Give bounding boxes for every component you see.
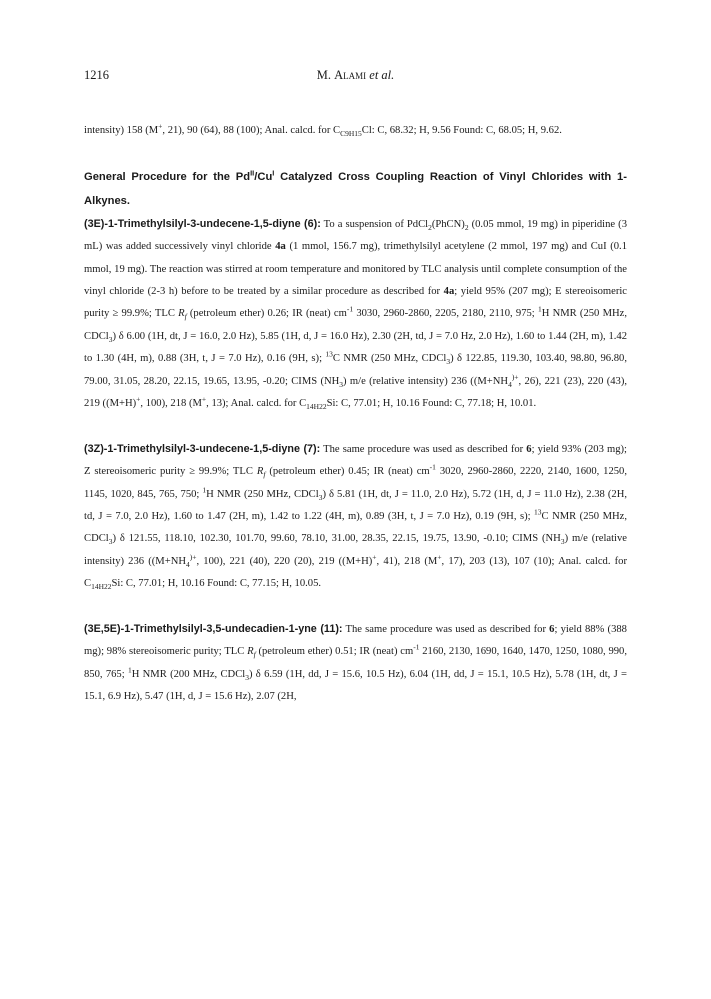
article-body bbox=[84, 120, 627, 709]
section-heading: General Procedure for the $Pd^{II}/Cu^I$ Catalyzed Cross Coupling Reaction of Vinyl Chlorides with 1-Alkynes. bbox=[84, 168, 627, 207]
compound-11-paragraph: (3E,5E)-1-Trimethylsilyl-3,5-undecadien-1-yne (11): The same procedure was used as described for 6; yield 88% (388 mg); 98% stereoisomeric purity; TLC $R_f$ (petroleum ether) 0.51; IR (neat) $cm^{-1}$ 2160, 2130, 1690, 1640, 1470, 1250, 1080, 990, 850, 765; $^1$H NMR (200 MHz, CDCl$_3$) δ 6.59 (1H, dd, J = 15.6, 10.5 Hz), 6.04 (1H, dd, J = 15.1, 10.5 Hz), 5.78 (1H, dt, J = 15.1, 6.9 Hz), 5.47 (1H, d, J = 15.6 Hz), 2.07 (2H, bbox=[84, 623, 627, 703]
compound-6-paragraph: (3E)-1-Trimethylsilyl-3-undecene-1,5-diyne (6): To a suspension of $PdCl_2(PhCN)_2$ (0.05 mmol, 19 mg) in piperidine (3 mL) was added successively vinyl chloride 4a (1 mmol, 156.7 mg), trimethylsilyl acetylene (2 mmol, 197 mg) and CuI (0.1 mmol, 19 mg). The reaction was stirred at room temperature and monitored by TLC analysis until complete consumption of the vinyl chloride (2-3 h) before to be treated by a similar procedure as described for 4a; yield 95% (207 mg); E stereoisomeric purity ≥ 99.9%; TLC $R_f$ (petroleum ether) 0.26; IR (neat) $cm^{-1}$ 3030, 2960-2860, 2205, 2180, 2110, 975; $^1$H NMR (250 MHz, CDCl$_3$) δ 6.00 (1H, dt, J = 16.0, 2.0 Hz), 5.85 (1H, d, J = 16.0 Hz), 2.30 (2H, td, J = 7.0 Hz, 2.0 Hz), 1.60 to 1.44 (2H, m), 1.42 to 1.30 (4H, m), 0.88 (3H, t, J = 7.0 Hz), 0.16 (9H, s); $^{13}$C NMR (250 MHz, CDCl$_3$) δ 122.85, 119.30, 103.40, 98.80, 96.80, 79.00, 31.05, 28.20, 22.15, 19.65, 13.95, -0.20; CIMS $(NH_3)$ m/e (relative intensity) 236 (($M+NH_4^{)+}$, 26), 221 (23), 220 (43), 219 ((M+H)+, 100), 218 (M+, 13); Anal. calcd. for $C_{14H22}Si$: C, 77.01; H, 10.16 Found: C, 77.18; H, 10.01. bbox=[84, 217, 627, 412]
page-header bbox=[84, 68, 627, 86]
running-head: M. Alami et al. bbox=[316, 68, 395, 82]
compound-7-name: (3Z)-1-Trimethylsilyl-3-undecene-1,5-diyne (7): bbox=[84, 442, 321, 455]
page-number: 1216 bbox=[84, 68, 109, 82]
paragraph-continued: intensity) 158 (M+, 21), 90 (64), 88 (100); Anal. calcd. for $C_{C9H15}Cl$: C, 68.32; H, 9.56 Found: C, 68.05; H, 9.62. bbox=[84, 121, 562, 139]
compound-7-paragraph: (3Z)-1-Trimethylsilyl-3-undecene-1,5-diyne (7): The same procedure was used as described for 6; yield 93% (203 mg); Z stereoisomeric purity ≥ 99.9%; TLC $R_f$ (petroleum ether) 0.45; IR (neat) $cm^{-1}$ 3020, 2960-2860, 2220, 2140, 1600, 1250, 1145, 1020, 845, 765, 750; $^1$H NMR (250 MHz, CDCl$_3$) δ 5.81 (1H, dt, J = 11.0, 2.0 Hz), 5.72 (1H, d, J = 11.0 Hz), 2.38 (2H, td, J = 7.0, 2.0 Hz), 1.60 to 1.47 (2H, m), 1.42 to 1.22 (4H, m), 0.89 (3H, t, J = 7.0 Hz), 0.19 (9H, s); $^{13}$C NMR (250 MHz, CDCl$_3$) δ 121.55, 118.10, 102.30, 101.70, 99.60, 78.10, 31.00, 28.35, 22.15, 19.75, 13.90, -0.10; CIMS $(NH_3)$ m/e (relative intensity) 236 (($M+NH_4^{)+}$, 100), 221 (40), 220 (20), 219 ((M+H)+, 41), 218 (M+, 17), 203 (13), 107 (10); Anal. calcd. for $C_{14H22}Si$: C, 77.01; H, 10.16 Found: C, 77.15; H, 10.05. bbox=[84, 442, 628, 592]
compound-11-name: (3E,5E)-1-Trimethylsilyl-3,5-undecadien-1-yne (11): bbox=[84, 623, 343, 636]
compound-6-name: (3E)-1-Trimethylsilyl-3-undecene-1,5-diyne (6): bbox=[84, 217, 321, 230]
